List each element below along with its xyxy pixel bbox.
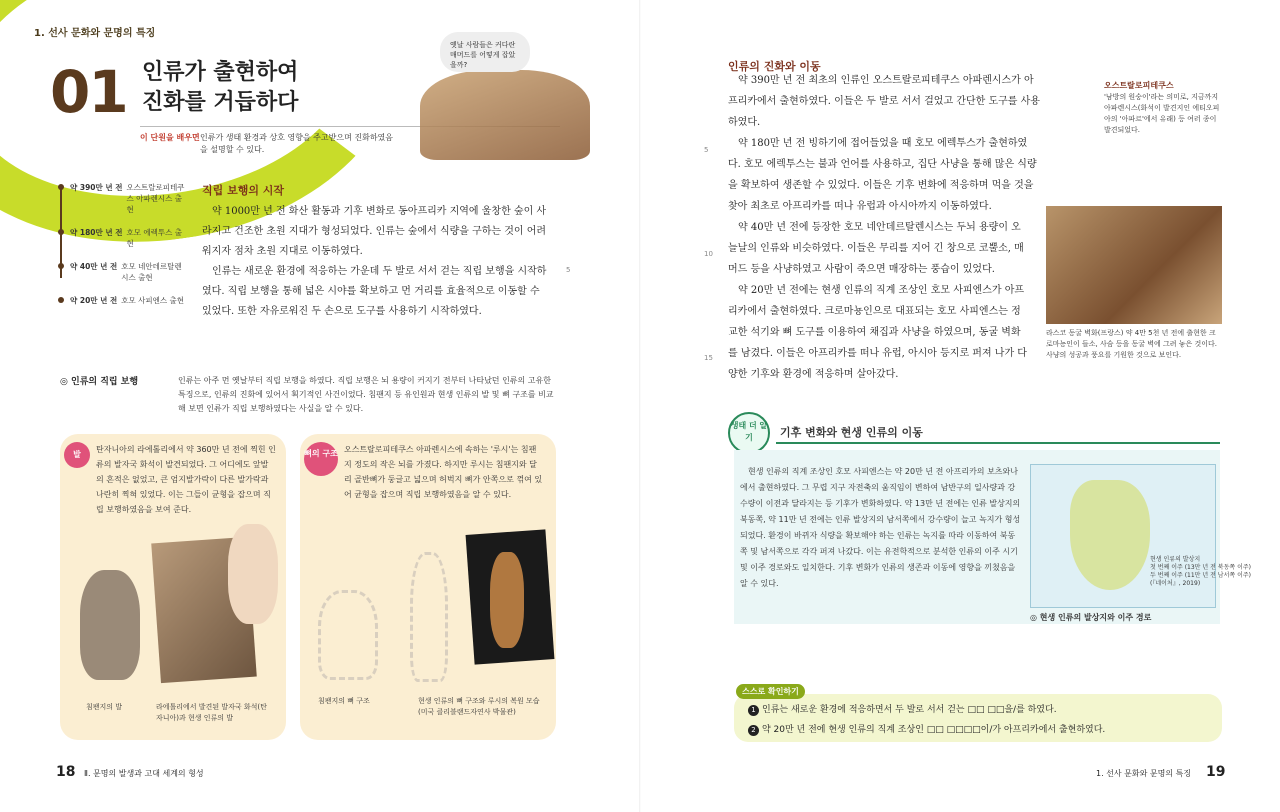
foot-card-text: 탄자니아의 라에톨리에서 약 360만 년 전에 찍힌 인류의 발자국 화석이 발견되었다. 그 어디에도 앞발의 흔적은 없었고, 큰 엄지발가락이 다른 발가락과 나란히 찍혀 있었다. 이는 그들이 균형을 잡으며 직립 보행하였음을 보여 준다. — [96, 445, 276, 514]
box-title-text: 인류의 직립 보행 — [71, 377, 139, 387]
bone-tag: 뼈의 구조 — [304, 442, 338, 476]
timeline-item — [58, 261, 188, 283]
map-source: (『네이처』, 2019) — [1150, 580, 1201, 587]
foot-tag: 발 — [64, 442, 90, 468]
timeline-when: 약 180만 년 전 — [70, 228, 123, 237]
legend-item: 첫 번째 이주 (13만 년 전 북동쪽 이주) — [1150, 564, 1252, 571]
eco-text: 현생 인류의 직계 조상인 호모 사피엔스는 약 20만 년 전 아프리카의 보츠와나에서 출현하였다. 그 무렵 지구 자전축의 움직임이 변하여 남반구의 일사량과 강수량이 이전과 달라지는 등 기후가 변화하였다. 약 13만 년 전에는 인류 발상지의 북동쪽, 약 11만 년 전에는 인류 발상지의 남서쪽에서 강수량이 늘고 녹지가 형성되었다. 환경이 바뀌자 식량을 확보해야 하는 인류는 녹지를 따라 이동하여 북동쪽 및 남서쪽으로 각각 퍼져 나갔다. 이는 유전학적으로 분석한 인류의 이주 시기 및 이주 경로와도 일치한다. 기후 변화가 인류의 생존과 이동에 영향을 끼쳤음을 알 수 있다. — [740, 467, 1021, 588]
lascaux-cave-painting — [1046, 206, 1222, 324]
timeline-when: 약 20만 년 전 — [70, 296, 118, 305]
africa-shape — [1070, 480, 1150, 590]
timeline-item — [58, 295, 188, 306]
human-skeleton-image — [410, 552, 448, 682]
body-paragraph: 약 390만 년 전 최초의 인류인 오스트랄로피테쿠스 아파렌시스가 아프리카에서 출현하였다. 이들은 두 발로 서서 걸었고 간단한 도구를 사용하였다. — [728, 75, 1040, 128]
subheading-upright-walking: 직립 보행의 시작 — [202, 184, 285, 197]
self-check-question-1 — [748, 702, 1057, 716]
lucy-skeleton — [490, 552, 524, 648]
page-label-right: 1. 선사 문화와 문명의 특징 — [1096, 769, 1192, 778]
map-legend — [1150, 556, 1251, 588]
caption-lucy: 현생 인류의 뼈 구조와 루시의 복원 모습(미국 클리블랜드자연사 박물관) — [418, 697, 540, 716]
timeline-item — [58, 182, 188, 215]
timeline-what: 호모 네안데르탈렌시스 출현 — [121, 262, 182, 282]
timeline-item — [58, 227, 188, 249]
map-caption: ◎ 현생 인류의 발상지와 이주 경로 — [1030, 613, 1152, 622]
speech-bubble: 옛날 사람들은 커다란 매머드를 어떻게 잡았을까? — [440, 32, 530, 72]
page-number-left: 18 — [56, 764, 76, 780]
body-text-left — [202, 202, 552, 322]
page-number-right: 19 — [1206, 764, 1226, 780]
timeline-dot — [58, 297, 64, 303]
question-text: 약 20만 년 전에 현생 인류의 직계 조상인 □□ □□□□이/가 아프리카에서 출현하였다. — [762, 725, 1106, 735]
side-note-title: 오스트랄로피테쿠스 — [1104, 81, 1174, 90]
line-number: 5 — [566, 266, 571, 274]
map-caption-text: 현생 인류의 발상지와 이주 경로 — [1039, 613, 1152, 622]
line-number: 15 — [704, 354, 713, 362]
side-note: '남방의 원숭이'라는 의미로, 지금까지 아파렌시스(화석이 발견지인 에티오피아의 '아파르'에서 유래) 등 여러 종이 발견되었다. — [1104, 93, 1220, 134]
self-check-question-2 — [748, 722, 1105, 736]
chimp-skeleton-image — [318, 590, 378, 680]
timeline — [58, 182, 188, 318]
bone-card-text: 오스트랄로피테쿠스 아파렌시스에 속하는 '루시'는 침팬지 정도의 작은 뇌를 가졌다. 하지만 루시는 침팬지와 달리 골반뼈가 둥글고 넓으며 허벅지 뼈가 안쪽으로 꺾여 있어 균형을 잡으며 직립 보행하였음을 알 수 있다. — [344, 445, 543, 499]
timeline-when: 약 390만 년 전 — [70, 183, 123, 192]
page-gutter — [639, 0, 641, 812]
human-foot-image — [228, 524, 278, 624]
goal-text: 인류가 생태 환경과 상호 영향을 주고받으며 진화하였음을 설명할 수 있다. — [200, 133, 393, 154]
lesson-title — [142, 58, 342, 118]
timeline-dot — [58, 184, 64, 190]
caption-chimp-skeleton: 침팬지의 뼈 구조 — [318, 697, 370, 705]
box-text: 인류는 아주 먼 옛날부터 직립 보행을 하였다. 직립 보행은 뇌 용량이 커지기 전부터 나타났던 인류의 고유한 특징으로, 인류의 진화에 있어서 획기적인 사건이었다. 침팬지 등 유인원과 현생 인류의 발 및 뼈 구조를 비교해 보면 인류가 직립 보행하였다는 사실을 알 수 있다. — [178, 376, 554, 413]
eco-divider — [776, 442, 1220, 444]
line-number: 5 — [704, 146, 709, 154]
question-number-icon: 2 — [748, 725, 759, 736]
body-text-right — [728, 70, 1040, 385]
cave-painting-caption: 라스코 동굴 벽화(프랑스) 약 4만 5천 년 전에 출현한 크로마뇽인이 들소, 사슴 등을 동굴 벽에 그려 놓은 것이다. 사냥의 성공과 풍요를 기원한 것으로 보인다. — [1046, 329, 1218, 359]
eco-title: 기후 변화와 현생 인류의 이동 — [780, 426, 923, 439]
goal-label: 이 단원을 배우면 — [140, 133, 200, 142]
subheading-evolution-migration: 인류의 진화와 이동 — [728, 60, 821, 73]
legend-item: 현생 인류의 발상지 — [1150, 556, 1201, 563]
page-label-left: Ⅱ. 문명의 발생과 고대 세계의 형성 — [84, 769, 204, 778]
timeline-when: 약 40만 년 전 — [70, 262, 118, 271]
body-paragraph: 약 40만 년 전에 등장한 호모 네안데르탈렌시스는 두뇌 용량이 오늘날의 인류와 비슷하였다. 이들은 무리를 지어 긴 창으로 코뿔소, 매머드 등을 사냥하였고 사람이 죽으면 매장하는 풍습이 있었다. — [728, 222, 1024, 275]
body-paragraph: 약 1000만 년 전 화산 활동과 기후 변화로 동아프리카 지역에 울창한 숲이 사라지고 건조한 초원 지대가 형성되었다. 인류는 숲에서 식량을 구하는 것이 어려워지자 점차 초원 지대로 이동하였다. — [202, 206, 547, 257]
body-paragraph: 약 20만 년 전에는 현생 인류의 직계 조상인 호모 사피엔스가 아프리카에서 출현하였다. 크로마뇽인으로 대표되는 호모 사피엔스는 정교한 석기와 뼈 도구를 이용하여 채집과 사냥을 하였으며, 동굴 벽화를 남겼다. 이들은 아프리카를 떠나 유럽, 아시아 등지로 퍼져 나가 다양한 기후와 환경에 적응하며 살아갔다. — [728, 285, 1027, 380]
line-number: 10 — [704, 250, 713, 258]
lesson-title-line2: 진화를 거듭하다 — [142, 90, 299, 115]
box-title: ◎ 인류의 직립 보행 — [60, 377, 139, 387]
legend-item: 두 번째 이주 (11만 년 전 남서쪽 이주) — [1150, 572, 1252, 579]
timeline-what: 호모 에렉투스 출현 — [126, 228, 182, 248]
section-tag: 1. 선사 문화와 문명의 특징 — [34, 28, 156, 39]
caveman-illustration — [420, 70, 590, 160]
question-text: 인류는 새로운 환경에 적응하면서 두 발로 서서 걷는 □□ □□을/를 하였다. — [762, 705, 1057, 715]
eco-badge: 생태 더 알기 — [728, 412, 770, 454]
body-paragraph: 인류는 새로운 환경에 적응하는 가운데 두 발로 서서 걷는 직립 보행을 시작하였다. 직립 보행을 통해 넓은 시야를 확보하고 먼 거리를 효율적으로 이동할 수 있었다. 또한 자유로워진 두 손으로 도구를 사용하기 시작하였다. — [202, 266, 547, 317]
timeline-what: 호모 사피엔스 출현 — [121, 296, 184, 305]
question-number-icon: 1 — [748, 705, 759, 716]
caption-footprint: 라에톨리에서 발견된 발자국 화석(탄자니아)과 현생 인류의 발 — [156, 703, 267, 722]
timeline-what: 오스트랄로피테쿠스 아파렌시스 출현 — [126, 183, 185, 214]
lesson-title-line1: 인류가 출현하여 — [142, 60, 299, 85]
chimp-foot-image — [80, 570, 140, 680]
body-paragraph: 약 180만 년 전 빙하기에 접어들었을 때 호모 에렉투스가 출현하였다. 호모 에렉투스는 불과 언어를 사용하고, 집단 사냥을 통해 많은 식량을 확보하여 생존할 수 있었다. 이들은 기후 변화에 적응하며 먹을 것을 찾아 최초로 아프리카를 떠나 유럽과 아시아까지 이동하였다. — [728, 138, 1037, 212]
self-check-tag: 스스로 확인하기 — [736, 684, 805, 699]
timeline-dot — [58, 229, 64, 235]
caption-chimp-foot: 침팬지의 발 — [86, 703, 123, 711]
lesson-number: 01 — [50, 58, 127, 126]
timeline-dot — [58, 263, 64, 269]
